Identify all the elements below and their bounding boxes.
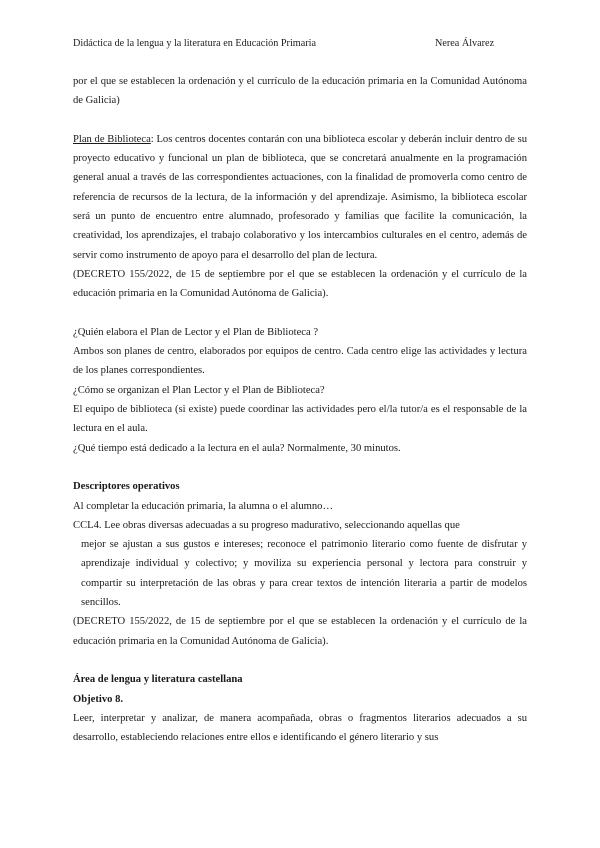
descriptores-intro: Al completar la educación primaria, la alumna o el alumno…: [73, 500, 334, 512]
decreto-citation: (DECRETO 155/2022, de 15 de septiembre por el que se establecen la ordenación y el currículo de la educación primaria en la Comunidad Autónoma de Galicia).: [73, 268, 527, 300]
paragraph-plan-biblioteca: [73, 130, 527, 265]
header-course-title: Didáctica de la lengua y la literatura en Educación Primaria: [73, 38, 316, 49]
heading-objetivo-8: Objetivo 8.: [73, 693, 124, 705]
heading-area-lengua: Área de lengua y literatura castellana: [73, 674, 243, 686]
plan-biblioteca-label: Plan de Biblioteca: [73, 133, 151, 145]
answer-who-elaborates: Ambos son planes de centro, elaborados por equipos de centro. Cada centro elige las actividades y lectura de los planes correspondientes.: [73, 346, 527, 377]
paragraph-decreto-continuation: por el que se establecen la ordenación y el currículo de la educación primaria en la Comunidad Autónoma de Galicia): [73, 76, 527, 107]
heading-descriptores: Descriptores operativos: [73, 481, 180, 493]
question-how-organized: ¿Cómo se organizan el Plan Lector y el Plan de Biblioteca?: [73, 384, 325, 396]
question-who-elaborates: ¿Quién elabora el Plan de Lector y el Plan de Biblioteca ?: [73, 326, 319, 338]
paragraph-objetivo-8: Leer, interpretar y analizar, de manera acompañada, obras o fragmentos literarios adecuados a su desarrollo, estableciendo relaciones entre ellos e identificando el género literario y sus: [73, 712, 527, 744]
decreto-citation-2: (DECRETO 155/2022, de 15 de septiembre por el que se establecen la ordenación y el currículo de la educación primaria en la Comunidad Autónoma de Galicia).: [73, 616, 527, 647]
descriptor-ccl4-rest: mejor se ajustan a sus gustos e intereses; reconoce el patrimonio literario como fuente de disfrutar y aprendizaje individual y colectivo; y moviliza su experiencia personal y lectora para construir y compartir su interpretación de las obras y para crear textos de intención literaria a partir de modelos sencillos.: [81, 539, 527, 609]
plan-biblioteca-text: : Los centros docentes contarán con una biblioteca escolar y deberán incluir dentro de su proyecto educativo y funcional un plan de biblioteca, que se concretará anualmente en la programación general anual a través de las correspondientes actuaciones, con la finalidad de promoverla como centro de referencia de recursos de la lectura, de la información y del aprendizaje. Asimismo, la biblioteca escolar será un punto de encuentro entre alumnado, profesorado y familias que facilite la comunicación, la creatividad, los aprendizajes, el trabajo colaborativo y los intercambios culturales en el centro, además de servir como instrumento de apoyo para el desarrollo del plan de lectura.: [73, 133, 527, 261]
header-author: Nerea Álvarez: [435, 38, 495, 49]
descriptor-ccl4-first-line: CCL4. Lee obras diversas adecuadas a su progreso madurativo, seleccionando aquellas que: [73, 519, 460, 531]
page-content: [73, 72, 527, 747]
answer-how-organized: El equipo de biblioteca (si existe) puede coordinar las actividades pero el/la tutor/a es el responsable de la lectura en el aula.: [73, 404, 527, 435]
question-reading-time: ¿Qué tiempo está dedicado a la lectura en el aula? Normalmente, 30 minutos.: [73, 442, 401, 454]
